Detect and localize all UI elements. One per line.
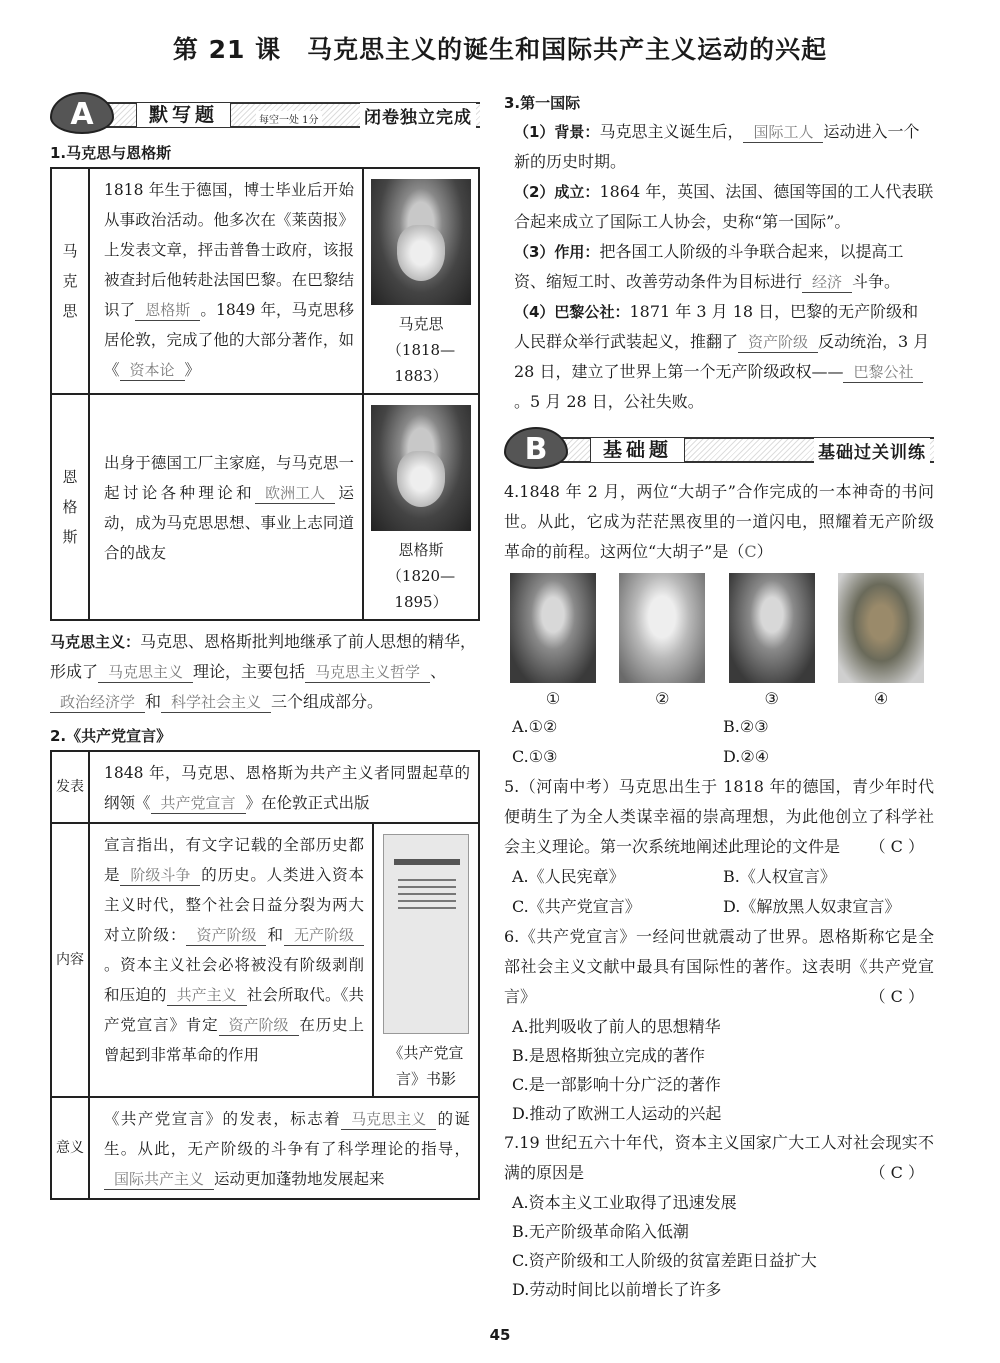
marxism-paragraph: 马克思主义：马克思、恩格斯批判地继承了前人思想的精华，形成了 马克思主义 理论，主要包括 马克思主义哲学 、政治经济学 和 科学社会主义 三个组成部分。 [50, 632, 477, 711]
option[interactable]: B.是恩格斯独立完成的著作 [512, 1046, 705, 1065]
book-caption: 《共产党宣言》书影 [388, 1044, 464, 1088]
portrait-image [510, 573, 596, 683]
section-name: 默写题 [136, 102, 231, 128]
section-note: 每空一处 1分 [256, 111, 322, 126]
portrait-years: （1820—1895） [386, 567, 456, 611]
q3-item-background: （1）背景：马克思主义诞生后， 国际工人 运动进入一个新的历史时期。 [514, 122, 920, 171]
engels-description: 出身于德国工厂主家庭，与马克思一起讨论各种理论和 欧洲工人 运动，成为马克思思想、事业上志同道合的战友 [89, 394, 363, 620]
fill-blank[interactable]: 经济 [802, 272, 852, 293]
question-heading: 2.《共产党宣言》 [50, 727, 172, 745]
fill-blank[interactable]: 欧洲工人 [255, 483, 335, 504]
answer: （ C ） [869, 1163, 924, 1182]
table-row [51, 394, 479, 620]
option[interactable]: A.①② [512, 717, 558, 736]
label-char: 斯 [62, 528, 78, 546]
option[interactable]: D.②④ [723, 747, 770, 766]
row-label-engels [51, 394, 89, 620]
portrait-option: ③ [729, 573, 815, 708]
option[interactable]: C.①③ [512, 747, 558, 766]
table-row [51, 823, 479, 1097]
fill-blank[interactable]: 巴黎公社 [843, 362, 923, 383]
q4-options [504, 712, 934, 772]
section-instruction: 闭卷独立完成 [360, 103, 476, 128]
manifesto-book-cell [373, 823, 479, 1097]
fill-blank[interactable]: 资产阶级 [219, 1015, 299, 1036]
fill-blank[interactable]: 无产阶级 [284, 925, 364, 946]
portrait-image [619, 573, 705, 683]
marx-portrait-cell [363, 168, 479, 394]
marx-description: 1818 年生于德国，博士毕业后开始从事政治活动。他多次在《莱茵报》上发表文章，抨击普鲁士政府，该报被查封后他转赴法国巴黎。在巴黎结识了 恩格斯 。1849 年，马克思移居伦敦，完成了他的大部分著作，如《 资本论 》 [89, 168, 363, 394]
row-label-marx [51, 168, 89, 394]
section-badge: B [504, 427, 568, 469]
portrait-option: ④ [838, 573, 924, 708]
fill-blank[interactable]: 资产阶级 [186, 925, 266, 946]
question-heading: 1.马克思与恩格斯 [50, 144, 172, 162]
fill-blank[interactable]: 马克思主义哲学 [305, 662, 430, 683]
section-a-banner [50, 90, 480, 136]
manifesto-table [50, 750, 480, 1200]
answer: （ C ） [869, 837, 924, 856]
engels-portrait [371, 405, 471, 531]
option[interactable]: A.批判吸收了前人的思想精华 [512, 1017, 721, 1036]
option[interactable]: B.无产阶级革命陷入低潮 [512, 1222, 689, 1241]
question-5: 5.（河南中考）马克思出生于 1818 年的德国，青少年时代便萌生了为全人类谋幸福的崇高理想，为此他创立了科学社会主义理论。第一次系统地阐述此理论的文件是 （ C ） [504, 772, 934, 862]
q3-item-role: （3）作用：把各国工人阶级的斗争联合起来，以提高工资、缩短工时、改善劳动条件为目标进行 经济 斗争。 [514, 242, 904, 291]
fill-blank[interactable]: 国际工人 [743, 122, 823, 143]
page-title: 第 21 课 马克思主义的诞生和国际共产主义运动的兴起 [172, 35, 828, 64]
label-char: 格 [62, 498, 78, 516]
label-char: 思 [62, 302, 78, 320]
option[interactable]: C.是一部影响十分广泛的著作 [512, 1075, 721, 1094]
question-7: 7.19 世纪五六十年代，资本主义国家广大工人对社会现实不满的原因是 （ C ） [504, 1128, 934, 1188]
publish-description: 1848 年，马克思、恩格斯为共产主义者同盟起草的纲领《 共产党宣言 》在伦敦正式出版 [89, 751, 479, 823]
section-name: 基础题 [590, 437, 685, 463]
fill-blank[interactable]: 共产主义 [167, 985, 247, 1006]
q3-item-paris-commune: （4）巴黎公社：1871 年 3 月 18 日，巴黎的无产阶级和人民群众举行武装起义，推翻了 资产阶级 反动统治，3 月 28 日，建立了世界上第一个无产阶级政权—— 巴黎公社。5 月 28 日，公社失败。 [514, 302, 930, 411]
engels-portrait-cell [363, 394, 479, 620]
row-label-publish: 发表 [51, 751, 89, 823]
meaning-description: 《共产党宣言》的发表，标志着 马克思主义 的诞生。从此，无产阶级的斗争有了科学理论的指导，国际共产主义 运动更加蓬勃地发展起来 [89, 1097, 479, 1199]
answer: C [744, 542, 757, 561]
fill-blank[interactable]: 政治经济学 [50, 692, 145, 713]
manifesto-book-image [383, 834, 469, 1034]
portrait-option: ② [619, 573, 705, 708]
portrait-option: ① [510, 573, 596, 708]
option[interactable]: C.资产阶级和工人阶级的贫富差距日益扩大 [512, 1251, 817, 1270]
fill-blank[interactable]: 马克思主义 [98, 662, 193, 683]
label-char: 马 [62, 242, 78, 260]
label-char: 克 [62, 272, 78, 290]
fill-blank[interactable]: 资本论 [120, 360, 185, 381]
portrait-image [729, 573, 815, 683]
content-description: 宣言指出，有文字记载的全部历史都是 阶级斗争 的历史。人类进入资本主义时代，整个社会日益分裂为两大对立阶级： 资产阶级 和 无产阶级。资本主义社会必将被没有阶级剥削和压迫的 共产主义 社会所取代。《共产党宣言》肯定 资产阶级 在历史上曾起到非常革命的作用 [89, 823, 373, 1097]
q5-options [504, 862, 934, 922]
portrait-years: （1818—1883） [386, 341, 456, 385]
table-row [51, 1097, 479, 1199]
table-row [51, 751, 479, 823]
question-4: 4.1848 年 2 月，两位“大胡子”合作完成的一本神奇的书问世。从此，它成为茫茫黑夜里的一道闪电，照耀着无产阶级革命的前程。这两位“大胡子”是（C） [504, 482, 934, 561]
table-row [51, 168, 479, 394]
option[interactable]: B.《人权宣言》 [723, 867, 836, 886]
fill-blank[interactable]: 科学社会主义 [161, 692, 271, 713]
fill-blank[interactable]: 阶级斗争 [120, 865, 200, 886]
section-b-banner [504, 425, 934, 471]
fill-blank[interactable]: 国际共产主义 [104, 1169, 214, 1190]
option[interactable]: D.劳动时间比以前增长了许多 [512, 1280, 722, 1299]
section-badge: A [50, 92, 114, 134]
option[interactable]: A.《人民宪章》 [512, 867, 625, 886]
option[interactable]: C.《共产党宣言》 [512, 897, 641, 916]
portrait-caption: 马克思 [398, 315, 444, 333]
page-number: 45 [489, 1326, 511, 1344]
left-column [50, 90, 480, 1200]
fill-blank[interactable]: 马克思主义 [341, 1109, 436, 1130]
q3-item-founding: （2）成立：1864 年，英国、法国、德国等国的工人代表联合起来成立了国际工人协会，史称“第一国际”。 [514, 182, 934, 231]
row-label-content: 内容 [51, 823, 89, 1097]
portrait-row [510, 573, 924, 708]
option[interactable]: B.②③ [723, 717, 769, 736]
right-column [504, 88, 934, 1304]
option[interactable]: D.推动了欧洲工人运动的兴起 [512, 1104, 722, 1123]
marx-engels-table [50, 167, 480, 621]
question-6: 6.《共产党宣言》一经问世就震动了世界。恩格斯称它是全部社会主义文献中最具有国际性的著作。这表明《共产党宣言》 （ C ） [504, 922, 934, 1012]
fill-blank[interactable]: 资产阶级 [738, 332, 818, 353]
row-label-meaning: 意义 [51, 1097, 89, 1199]
fill-blank[interactable]: 共产党宣言 [151, 793, 246, 814]
question-heading: 3.第一国际 [504, 94, 581, 112]
portrait-caption: 恩格斯 [398, 541, 444, 559]
section-instruction: 基础过关训练 [814, 438, 930, 463]
option[interactable]: D.《解放黑人奴隶宣言》 [723, 897, 901, 916]
fill-blank[interactable]: 恩格斯 [135, 300, 200, 321]
marx-portrait [371, 179, 471, 305]
answer: （ C ） [869, 987, 924, 1006]
portrait-image [838, 573, 924, 683]
label-char: 恩 [62, 468, 78, 486]
option[interactable]: A.资本主义工业取得了迅速发展 [512, 1193, 737, 1212]
